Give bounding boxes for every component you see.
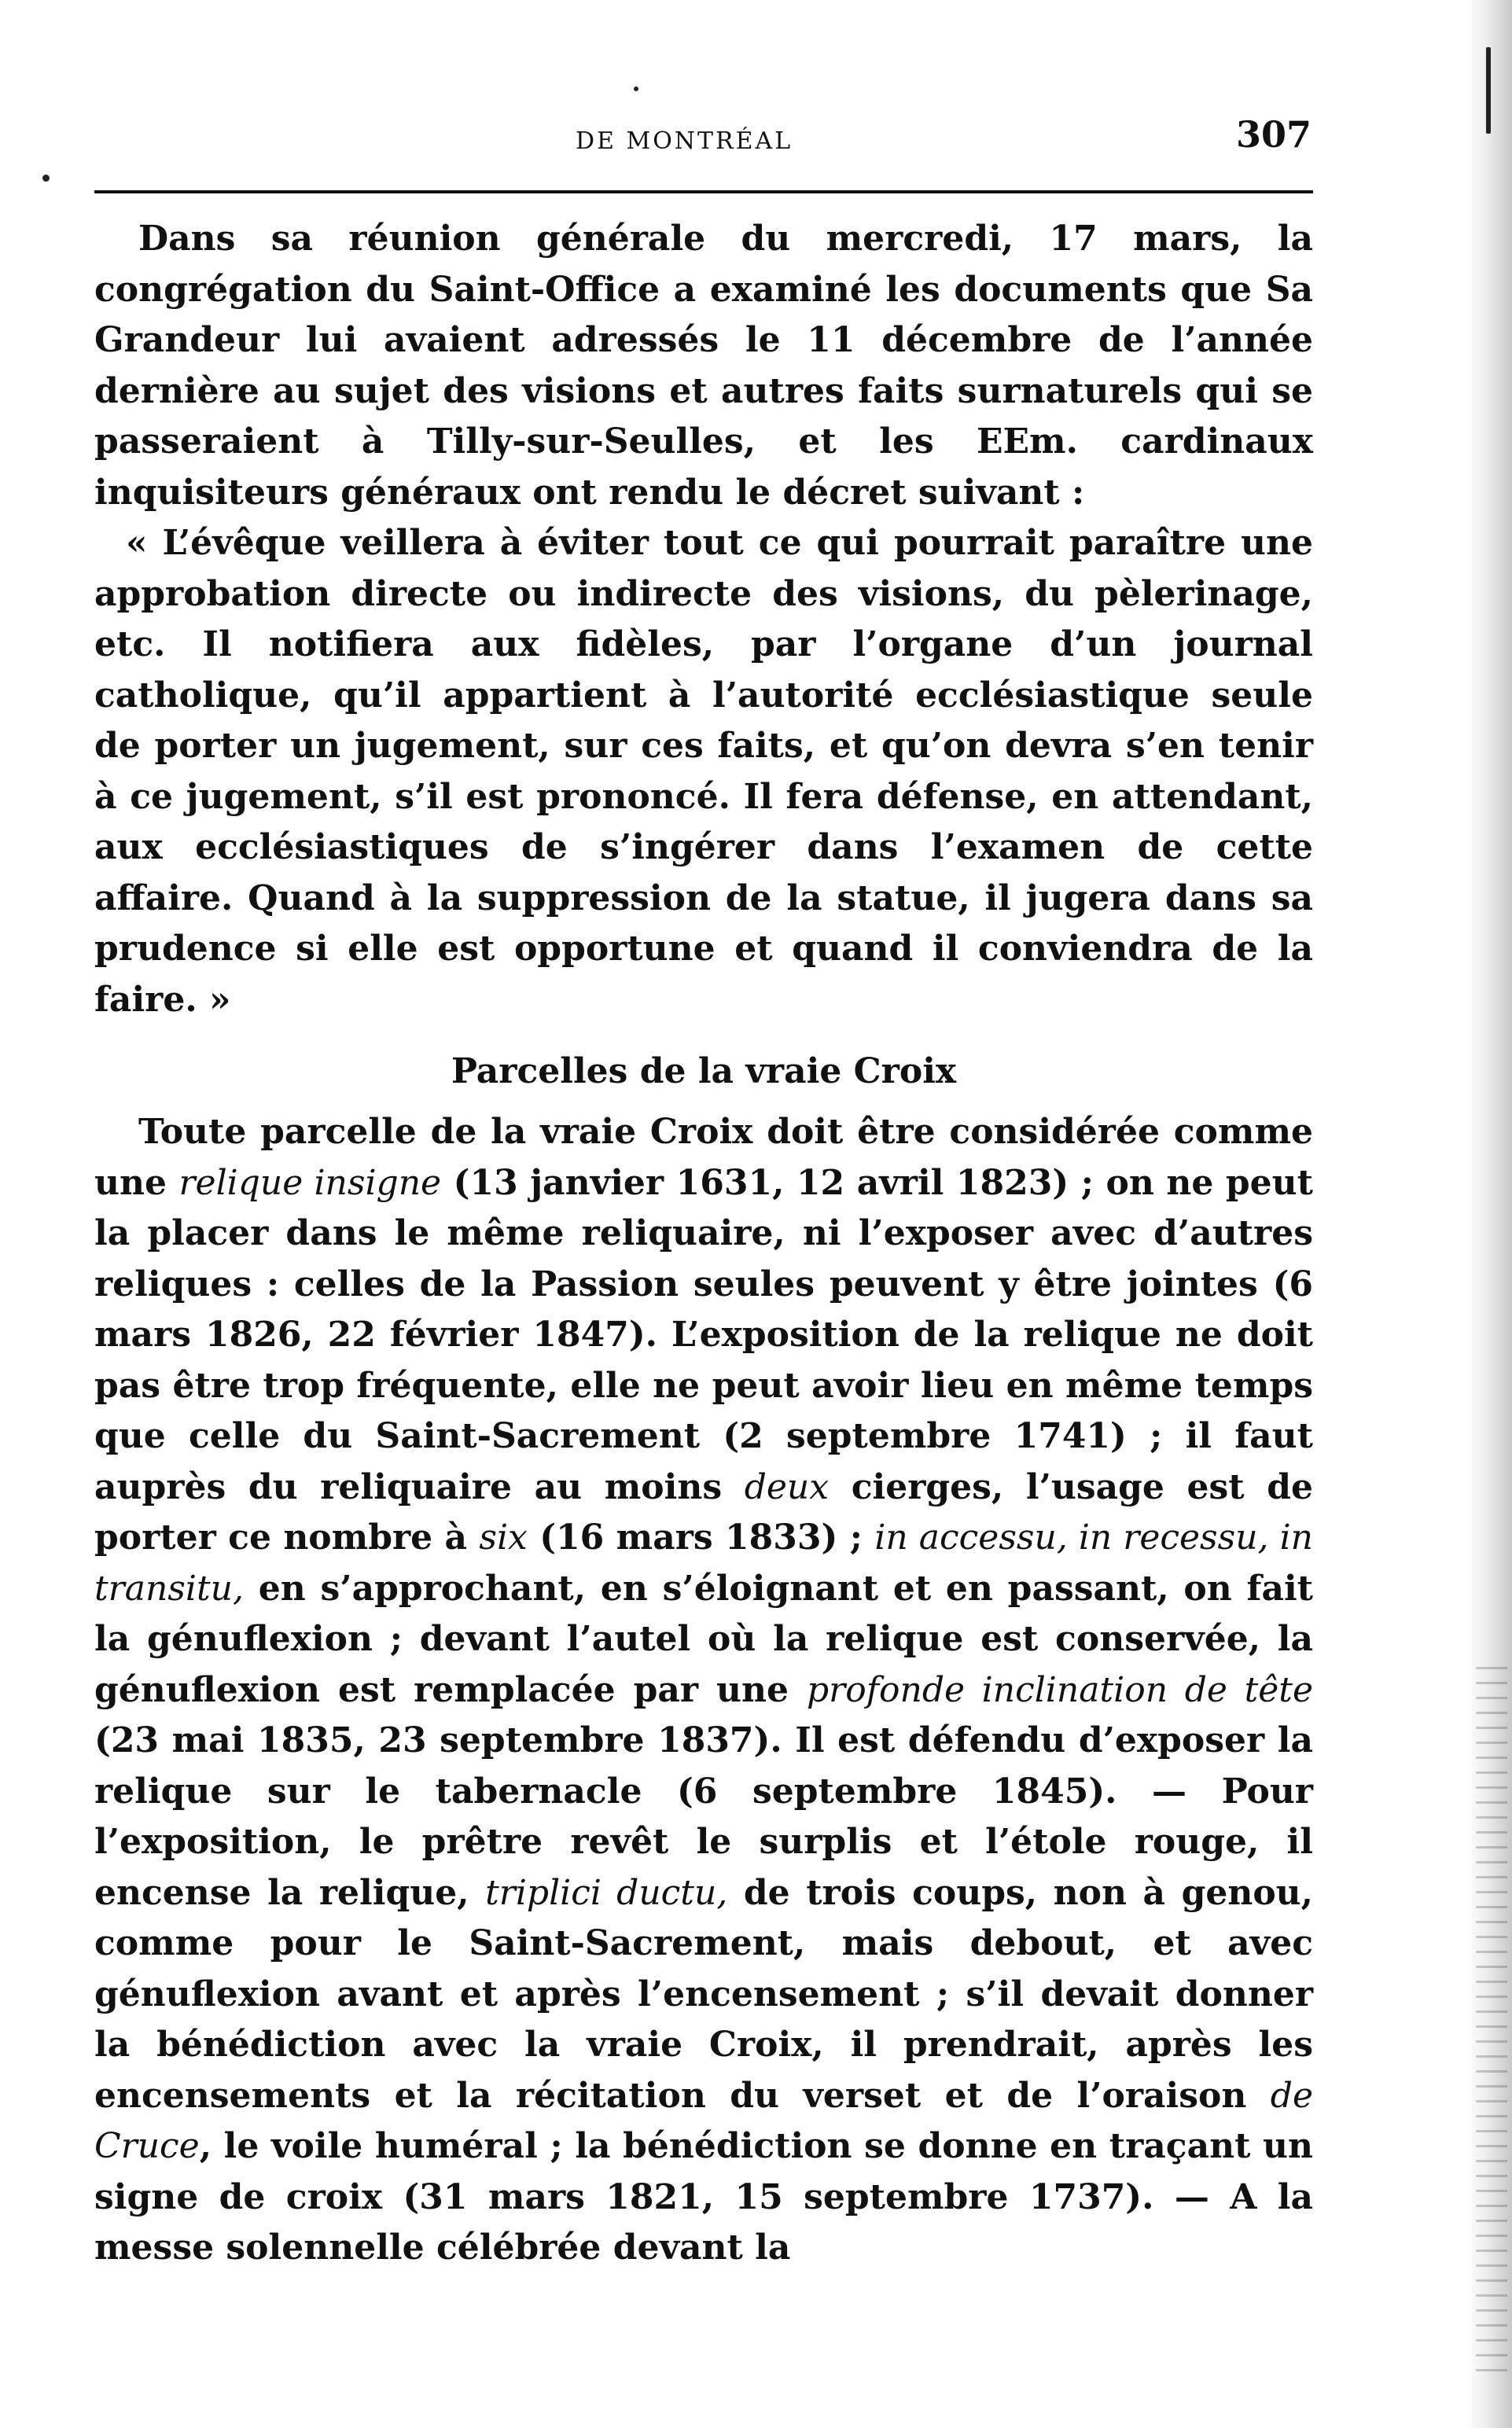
italic-run: six (479, 1518, 528, 1558)
text-run: cierges, l’usage est de porter ce nombre à (94, 1466, 1314, 1558)
scan-speck (42, 175, 50, 182)
italic-run: de Cruce (94, 2075, 1313, 2166)
section-heading: Parcelles de la vraie Croix (451, 1051, 957, 1091)
page-header (94, 110, 1313, 165)
body-text (94, 214, 1313, 2274)
text-run: Toute parcelle de la vraie Croix doit être considérée comme une (94, 1112, 1313, 1203)
italic-run: in accessu, in recessu, in transitu, (94, 1518, 1313, 1609)
text-run: en s’approchant, en s’éloignant et en passant, on fait la génuflexion ; devant l’autel où la relique est conservée, la génuflexion est remplacée par une (94, 1568, 1313, 1710)
header-rule (94, 190, 1313, 193)
text-run: , le voile huméral ; la bénédiction se donne en traçant un signe de croix (31 mars 1821, 15 septembre 1737). — A la messe solennelle célébrée devant la (94, 2126, 1313, 2268)
scan-speck (634, 86, 638, 91)
italic-run: relique insigne (178, 1162, 442, 1203)
italic-run: profonde inclination de tête (807, 1669, 1314, 1710)
paragraph-decree-quote: « L’évêque veillera à éviter tout ce qui pourrait paraître une approbation directe ou indirecte des visions, du pèlerinage, etc. Il notifiera aux fidèles, par l’organe d’un journal catholique, qu’il appartient à l’autorité ecclésiastique seule de porter un jugement, sur ces faits, et qu’on devra s’en tenir à ce jugement, s’il est prononcé. Il fera défense, en attendant, aux ecclésiastiques de s’ingérer dans l’examen de cette affaire. Quand à la suppression de la statue, il jugera dans sa prudence si elle est opportune et quand il conviendra de la faire. » (94, 523, 1313, 1020)
text-run: de trois coups, non à genou, comme pour le Saint-Sacrement, mais debout, et avec génuflexion avant et après l’encensement ; s’il devait donner la bénédiction avec la vraie Croix, il prendrait, après les encensements et la récitation du verset et de l’oraison (94, 1872, 1313, 2116)
italic-run: deux (744, 1466, 830, 1507)
text-run: (16 mars 1833) ; (527, 1518, 875, 1558)
paragraph-decree-intro: Dans sa réunion générale du mercredi, 17 mars, la congrégation du Saint-Office a examiné les documents que Sa Grandeur lui avaient adressés le 11 décembre de l’année dernière au sujet des visions et autres faits surnaturels qui se passeraient à Tilly-sur-Seulles, et les EEm. cardinaux inquisiteurs généraux ont rendu le décret suivant : (94, 219, 1313, 513)
page-number: 307 (1235, 113, 1312, 156)
running-title: DE MONTRÉAL (576, 127, 793, 155)
paragraph-true-cross (94, 1107, 1313, 2274)
scan-edge-specks (1476, 1667, 1507, 2375)
scan-speck (1486, 47, 1491, 134)
text-run: (23 mai 1835, 23 septembre 1837). Il est défendu d’exposer la relique sur le tabernacle (6 septembre 1845). — Pour l’exposition, le prêtre revêt le surplis et l’étole rouge, il encense la relique, (94, 1720, 1313, 1913)
text-run: (13 janvier 1631, 12 avril 1823) ; on ne peut la placer dans le même reliquaire, ni l’exposer avec d’autres reliques : celles de la Passion seules peuvent y être jointes (6 mars 1826, 22 février 1847). L’exposition de la relique ne doit pas être trop fréquente, elle ne peut avoir lieu en même temps que celle du Saint-Sacrement (2 septembre 1741) ; il faut auprès du reliquaire au moins (94, 1162, 1313, 1507)
italic-run: triplici ductu, (485, 1872, 728, 1913)
